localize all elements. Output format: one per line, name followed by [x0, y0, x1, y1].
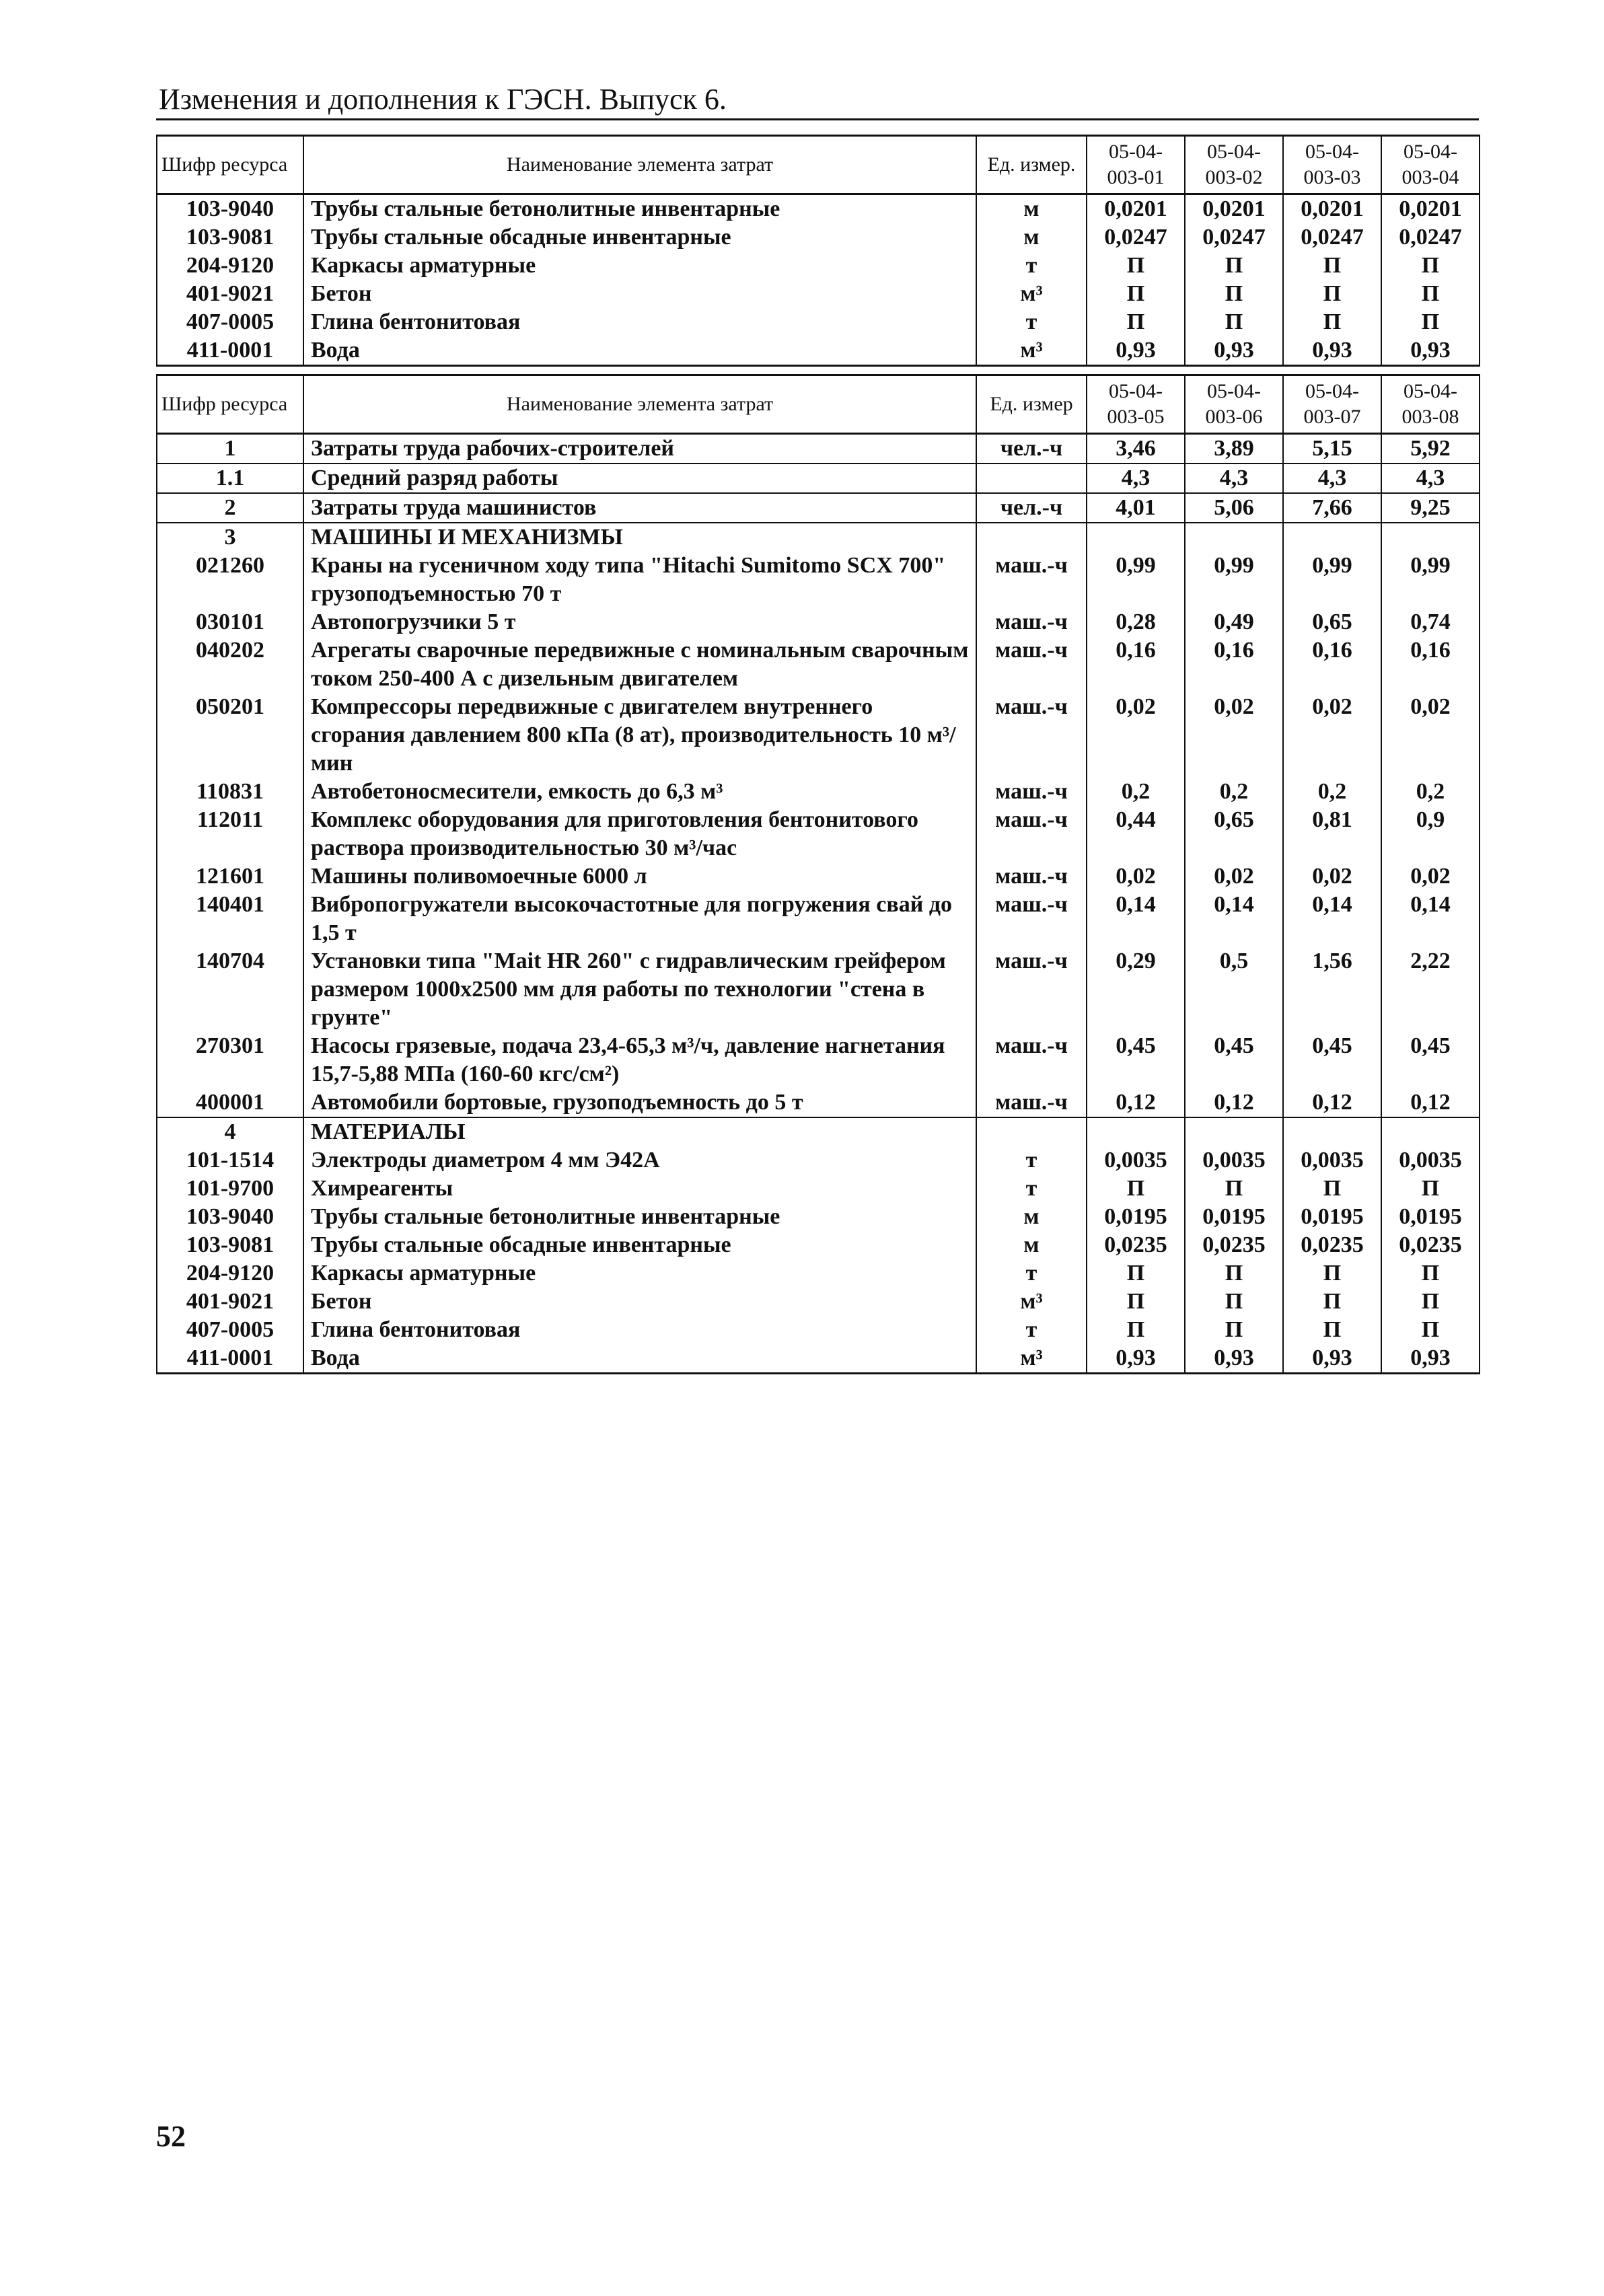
- row-value-3: 0,0195: [1283, 1203, 1381, 1231]
- row-code: 030101: [157, 608, 303, 636]
- row-value-2: 3,89: [1185, 434, 1283, 464]
- table-row: [157, 1146, 1480, 1175]
- row-code: 401-9021: [157, 280, 303, 308]
- row-value-3: П: [1283, 1288, 1381, 1316]
- row-unit: м: [976, 1231, 1087, 1259]
- table-row: [157, 552, 1480, 608]
- table-row: [157, 493, 1480, 523]
- row-unit: т: [976, 1175, 1087, 1203]
- row-value-2: 0,16: [1185, 636, 1283, 693]
- row-value-1: 0,02: [1087, 862, 1185, 891]
- row-value-1: 0,0201: [1087, 194, 1185, 224]
- row-code: 1.1: [157, 464, 303, 493]
- table-header-row: [157, 136, 1480, 194]
- row-value-3: 0,93: [1283, 336, 1381, 366]
- row-unit: чел.-ч: [976, 434, 1087, 464]
- row-value-3: П: [1283, 308, 1381, 336]
- row-value-1: 0,29: [1087, 947, 1185, 1032]
- table-row: [157, 947, 1480, 1032]
- row-value-2: П: [1185, 1288, 1283, 1316]
- table-row: [157, 891, 1480, 947]
- row-name: Бетон: [303, 280, 976, 308]
- row-name: Каркасы арматурные: [303, 1259, 976, 1288]
- table-row: [157, 1231, 1480, 1259]
- row-value-2: 0,0035: [1185, 1146, 1283, 1175]
- row-value-2: П: [1185, 1316, 1283, 1344]
- row-value-4: П: [1381, 280, 1480, 308]
- row-value-1: П: [1087, 280, 1185, 308]
- row-name: Каркасы арматурные: [303, 252, 976, 280]
- row-code: 103-9081: [157, 223, 303, 252]
- table-row: [157, 523, 1480, 552]
- header-col-4: 05-04- 003-08: [1381, 375, 1480, 434]
- row-value-1: [1087, 1117, 1185, 1146]
- row-value-4: 2,22: [1381, 947, 1480, 1032]
- row-name: Затраты труда машинистов: [303, 493, 976, 523]
- row-unit: маш.-ч: [976, 947, 1087, 1032]
- row-name: Трубы стальные бетонолитные инвентарные: [303, 194, 976, 224]
- row-value-1: 0,12: [1087, 1088, 1185, 1117]
- row-value-3: 0,0035: [1283, 1146, 1381, 1175]
- row-name: Автопогрузчики 5 т: [303, 608, 976, 636]
- row-name: Вибропогружатели высокочастотные для погружения свай до 1,5 т: [303, 891, 976, 947]
- row-value-3: П: [1283, 1175, 1381, 1203]
- row-value-3: 0,45: [1283, 1032, 1381, 1088]
- resource-table-2: [156, 374, 1480, 1374]
- row-name: Машины поливомоечные 6000 л: [303, 862, 976, 891]
- table-2-body: [157, 375, 1480, 1374]
- row-value-1: 0,99: [1087, 552, 1185, 608]
- row-value-3: 0,14: [1283, 891, 1381, 947]
- row-unit: маш.-ч: [976, 636, 1087, 693]
- row-value-1: 0,0035: [1087, 1146, 1185, 1175]
- header-col-3: 05-04- 003-07: [1283, 375, 1381, 434]
- row-unit: т: [976, 252, 1087, 280]
- row-name: Затраты труда рабочих-строителей: [303, 434, 976, 464]
- row-value-3: 0,02: [1283, 862, 1381, 891]
- row-value-4: П: [1381, 252, 1480, 280]
- row-value-2: 0,93: [1185, 336, 1283, 366]
- row-name: Трубы стальные обсадные инвентарные: [303, 1231, 976, 1259]
- row-value-4: [1381, 523, 1480, 552]
- row-value-4: 9,25: [1381, 493, 1480, 523]
- row-value-1: 0,45: [1087, 1032, 1185, 1088]
- header-col-1: 05-04- 003-05: [1087, 375, 1185, 434]
- row-value-3: 1,56: [1283, 947, 1381, 1032]
- row-value-4: П: [1381, 308, 1480, 336]
- row-code: 400001: [157, 1088, 303, 1117]
- row-value-4: 0,45: [1381, 1032, 1480, 1088]
- row-name: МАШИНЫ И МЕХАНИЗМЫ: [303, 523, 976, 552]
- row-value-4: [1381, 1117, 1480, 1146]
- row-value-2: 0,0201: [1185, 194, 1283, 224]
- row-value-2: 0,0235: [1185, 1231, 1283, 1259]
- row-code: 1: [157, 434, 303, 464]
- row-code: 407-0005: [157, 1316, 303, 1344]
- header-unit: Ед. измер.: [976, 136, 1087, 194]
- row-value-1: 4,01: [1087, 493, 1185, 523]
- row-value-1: 0,93: [1087, 1344, 1185, 1374]
- row-value-4: П: [1381, 1259, 1480, 1288]
- row-code: 140704: [157, 947, 303, 1032]
- row-unit: маш.-ч: [976, 891, 1087, 947]
- row-value-3: П: [1283, 252, 1381, 280]
- row-code: 103-9040: [157, 1203, 303, 1231]
- row-value-2: П: [1185, 1175, 1283, 1203]
- header-code: Шифр ресурса: [157, 136, 303, 194]
- row-value-2: 0,02: [1185, 693, 1283, 778]
- row-value-4: 0,93: [1381, 336, 1480, 366]
- row-name: Вода: [303, 336, 976, 366]
- row-value-4: 0,02: [1381, 862, 1480, 891]
- header-unit: Ед. измер: [976, 375, 1087, 434]
- table-row: [157, 280, 1480, 308]
- row-value-4: 0,12: [1381, 1088, 1480, 1117]
- row-value-1: 0,02: [1087, 693, 1185, 778]
- table-row: [157, 194, 1480, 224]
- row-code: 050201: [157, 693, 303, 778]
- table-row: [157, 806, 1480, 862]
- table-row: [157, 434, 1480, 464]
- row-value-3: [1283, 523, 1381, 552]
- row-code: 204-9120: [157, 252, 303, 280]
- row-unit: маш.-ч: [976, 862, 1087, 891]
- row-name: Трубы стальные обсадные инвентарные: [303, 223, 976, 252]
- table-header-row: [157, 375, 1480, 434]
- row-value-3: 0,0247: [1283, 223, 1381, 252]
- row-name: Глина бентонитовая: [303, 308, 976, 336]
- row-value-4: П: [1381, 1288, 1480, 1316]
- row-value-1: 0,2: [1087, 778, 1185, 806]
- row-value-3: 0,99: [1283, 552, 1381, 608]
- row-value-1: 0,0247: [1087, 223, 1185, 252]
- row-value-4: 0,9: [1381, 806, 1480, 862]
- row-value-3: 0,0235: [1283, 1231, 1381, 1259]
- row-unit: т: [976, 1146, 1087, 1175]
- row-value-4: 4,3: [1381, 464, 1480, 493]
- row-unit: маш.-ч: [976, 1088, 1087, 1117]
- row-value-3: 0,65: [1283, 608, 1381, 636]
- row-value-3: 0,16: [1283, 636, 1381, 693]
- row-value-4: 0,0035: [1381, 1146, 1480, 1175]
- row-value-1: П: [1087, 1316, 1185, 1344]
- row-unit: м³: [976, 1344, 1087, 1374]
- row-value-3: 7,66: [1283, 493, 1381, 523]
- row-value-4: 0,02: [1381, 693, 1480, 778]
- row-name: Компрессоры передвижные с двигателем внутреннего сгорания давлением 800 кПа (8 ат), производительность 10 м³/мин: [303, 693, 976, 778]
- header-col-3: 05-04- 003-03: [1283, 136, 1381, 194]
- header-col-2: 05-04- 003-06: [1185, 375, 1283, 434]
- row-unit: м: [976, 194, 1087, 224]
- row-value-4: П: [1381, 1175, 1480, 1203]
- row-value-4: 0,14: [1381, 891, 1480, 947]
- row-value-4: 0,2: [1381, 778, 1480, 806]
- row-value-1: 4,3: [1087, 464, 1185, 493]
- resource-table-1: [156, 135, 1480, 367]
- row-value-4: 0,74: [1381, 608, 1480, 636]
- row-unit: маш.-ч: [976, 1032, 1087, 1088]
- table-row: [157, 223, 1480, 252]
- row-name: Агрегаты сварочные передвижные с номинальным сварочным током 250-400 А с дизельным двигателем: [303, 636, 976, 693]
- row-value-2: 0,12: [1185, 1088, 1283, 1117]
- row-value-3: П: [1283, 280, 1381, 308]
- row-value-1: П: [1087, 1175, 1185, 1203]
- table-row: [157, 252, 1480, 280]
- row-code: 3: [157, 523, 303, 552]
- header-name: Наименование элемента затрат: [303, 375, 976, 434]
- row-name: Автомобили бортовые, грузоподъемность до 5 т: [303, 1088, 976, 1117]
- row-value-4: 0,0247: [1381, 223, 1480, 252]
- row-code: 411-0001: [157, 1344, 303, 1374]
- row-unit: т: [976, 308, 1087, 336]
- row-code: 140401: [157, 891, 303, 947]
- row-value-2: П: [1185, 252, 1283, 280]
- row-value-3: 0,2: [1283, 778, 1381, 806]
- header-code: Шифр ресурса: [157, 375, 303, 434]
- table-row: [157, 608, 1480, 636]
- row-value-1: 0,93: [1087, 336, 1185, 366]
- row-code: 411-0001: [157, 336, 303, 366]
- header-col-2: 05-04- 003-02: [1185, 136, 1283, 194]
- row-value-1: 0,16: [1087, 636, 1185, 693]
- row-value-2: П: [1185, 280, 1283, 308]
- row-value-3: 0,0201: [1283, 194, 1381, 224]
- row-code: 101-9700: [157, 1175, 303, 1203]
- row-unit: м³: [976, 1288, 1087, 1316]
- row-value-2: 0,65: [1185, 806, 1283, 862]
- row-unit: т: [976, 1316, 1087, 1344]
- row-code: 103-9081: [157, 1231, 303, 1259]
- row-unit: маш.-ч: [976, 806, 1087, 862]
- row-code: 4: [157, 1117, 303, 1146]
- row-value-3: 5,15: [1283, 434, 1381, 464]
- row-value-1: П: [1087, 252, 1185, 280]
- row-value-4: 5,92: [1381, 434, 1480, 464]
- row-value-2: 0,0247: [1185, 223, 1283, 252]
- table-row: [157, 1175, 1480, 1203]
- header-col-4: 05-04- 003-04: [1381, 136, 1480, 194]
- table-row: [157, 1316, 1480, 1344]
- row-value-4: 0,16: [1381, 636, 1480, 693]
- row-value-3: П: [1283, 1316, 1381, 1344]
- row-code: 021260: [157, 552, 303, 608]
- table-row: [157, 862, 1480, 891]
- row-code: 121601: [157, 862, 303, 891]
- row-unit: м: [976, 223, 1087, 252]
- row-name: Средний разряд работы: [303, 464, 976, 493]
- row-value-1: 0,0235: [1087, 1231, 1185, 1259]
- row-name: Насосы грязевые, подача 23,4-65,3 м³/ч, давление нагнетания 15,7-5,88 МПа (160-60 кгс/см²): [303, 1032, 976, 1088]
- table-row: [157, 1117, 1480, 1146]
- row-name: Бетон: [303, 1288, 976, 1316]
- row-name: Глина бентонитовая: [303, 1316, 976, 1344]
- table-row: [157, 636, 1480, 693]
- row-value-4: 0,93: [1381, 1344, 1480, 1374]
- row-code: 101-1514: [157, 1146, 303, 1175]
- row-value-3: 0,02: [1283, 693, 1381, 778]
- row-value-4: 0,0235: [1381, 1231, 1480, 1259]
- row-unit: т: [976, 1259, 1087, 1288]
- row-value-1: П: [1087, 1288, 1185, 1316]
- row-name: Химреагенты: [303, 1175, 976, 1203]
- row-value-2: 0,14: [1185, 891, 1283, 947]
- row-unit: чел.-ч: [976, 493, 1087, 523]
- row-code: 040202: [157, 636, 303, 693]
- row-unit: м³: [976, 336, 1087, 366]
- row-unit: [976, 1117, 1087, 1146]
- row-value-2: 0,02: [1185, 862, 1283, 891]
- row-value-2: 0,0195: [1185, 1203, 1283, 1231]
- row-value-4: 0,99: [1381, 552, 1480, 608]
- row-unit: маш.-ч: [976, 608, 1087, 636]
- row-value-4: 0,0195: [1381, 1203, 1480, 1231]
- table-row: [157, 1203, 1480, 1231]
- table-row: [157, 1032, 1480, 1088]
- row-value-4: П: [1381, 1316, 1480, 1344]
- row-unit: [976, 464, 1087, 493]
- table-row: [157, 336, 1480, 366]
- row-code: 110831: [157, 778, 303, 806]
- table-row: [157, 693, 1480, 778]
- row-value-1: П: [1087, 308, 1185, 336]
- row-value-2: 0,2: [1185, 778, 1283, 806]
- table-row: [157, 1088, 1480, 1117]
- row-value-2: 0,99: [1185, 552, 1283, 608]
- row-name: Автобетоносмесители, емкость до 6,3 м³: [303, 778, 976, 806]
- row-unit: маш.-ч: [976, 552, 1087, 608]
- table-row: [157, 464, 1480, 493]
- page-title: Изменения и дополнения к ГЭСН. Выпуск 6.: [159, 83, 727, 116]
- row-value-3: 4,3: [1283, 464, 1381, 493]
- row-value-3: 0,12: [1283, 1088, 1381, 1117]
- row-value-3: [1283, 1117, 1381, 1146]
- row-code: 2: [157, 493, 303, 523]
- row-value-2: 5,06: [1185, 493, 1283, 523]
- row-unit: м³: [976, 280, 1087, 308]
- row-value-1: 3,46: [1087, 434, 1185, 464]
- row-value-3: 0,81: [1283, 806, 1381, 862]
- row-code: 401-9021: [157, 1288, 303, 1316]
- row-value-2: [1185, 1117, 1283, 1146]
- table-row: [157, 308, 1480, 336]
- row-value-1: 0,44: [1087, 806, 1185, 862]
- row-name: Краны на гусеничном ходу типа "Hitachi Sumitomo SCX 700" грузоподъемностью 70 т: [303, 552, 976, 608]
- row-value-1: 0,28: [1087, 608, 1185, 636]
- row-name: Трубы стальные бетонолитные инвентарные: [303, 1203, 976, 1231]
- row-value-2: 0,5: [1185, 947, 1283, 1032]
- row-code: 112011: [157, 806, 303, 862]
- page-number: 52: [156, 2120, 186, 2153]
- header-name: Наименование элемента затрат: [303, 136, 976, 194]
- row-value-2: П: [1185, 308, 1283, 336]
- row-value-3: 0,93: [1283, 1344, 1381, 1374]
- table-1-body: [157, 136, 1480, 366]
- row-value-2: 4,3: [1185, 464, 1283, 493]
- row-value-4: 0,0201: [1381, 194, 1480, 224]
- row-unit: м: [976, 1203, 1087, 1231]
- table-row: [157, 1259, 1480, 1288]
- table-row: [157, 1344, 1480, 1374]
- row-unit: маш.-ч: [976, 778, 1087, 806]
- row-code: 270301: [157, 1032, 303, 1088]
- header-divider: [156, 118, 1479, 120]
- row-value-1: [1087, 523, 1185, 552]
- row-value-3: П: [1283, 1259, 1381, 1288]
- row-value-2: 0,45: [1185, 1032, 1283, 1088]
- row-code: 204-9120: [157, 1259, 303, 1288]
- row-value-2: [1185, 523, 1283, 552]
- table-row: [157, 1288, 1480, 1316]
- row-value-1: 0,14: [1087, 891, 1185, 947]
- row-name: МАТЕРИАЛЫ: [303, 1117, 976, 1146]
- row-value-2: 0,49: [1185, 608, 1283, 636]
- row-code: 103-9040: [157, 194, 303, 224]
- row-name: Вода: [303, 1344, 976, 1374]
- row-unit: [976, 523, 1087, 552]
- header-col-1: 05-04- 003-01: [1087, 136, 1185, 194]
- table-row: [157, 778, 1480, 806]
- row-value-1: П: [1087, 1259, 1185, 1288]
- row-unit: маш.-ч: [976, 693, 1087, 778]
- row-name: Установки типа "Mait HR 260" с гидравлическим грейфером размером 1000х2500 мм для работы по технологии "стена в грунте": [303, 947, 976, 1032]
- row-name: Электроды диаметром 4 мм Э42А: [303, 1146, 976, 1175]
- row-code: 407-0005: [157, 308, 303, 336]
- row-value-1: 0,0195: [1087, 1203, 1185, 1231]
- row-name: Комплекс оборудования для приготовления бентонитового раствора производительностью 30 м³/час: [303, 806, 976, 862]
- row-value-2: 0,93: [1185, 1344, 1283, 1374]
- row-value-2: П: [1185, 1259, 1283, 1288]
